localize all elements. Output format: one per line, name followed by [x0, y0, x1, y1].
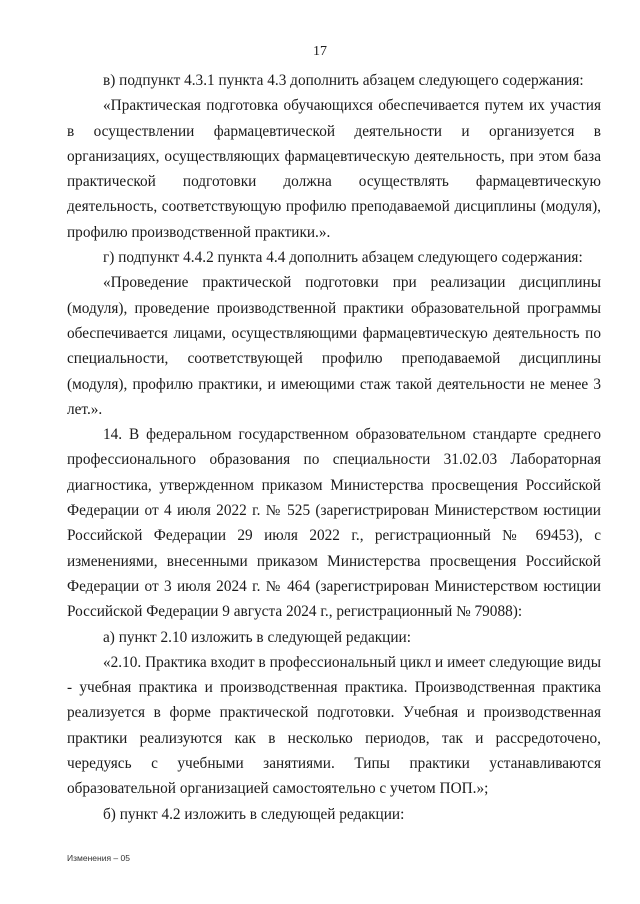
paragraph-subitem-g: г) подпункт 4.4.2 пункта 4.4 дополнить абзацем следующего содержания:: [103, 249, 583, 267]
document-body: [67, 68, 601, 827]
paragraph-subitem-b: б) пункт 4.2 изложить в следующей редакции:: [103, 805, 405, 823]
paragraph-subitem-a: а) пункт 2.10 изложить в следующей редакции:: [103, 628, 411, 646]
paragraph-quote-practical-training: «Практическая подготовка обучающихся обеспечивается путем их участия в осуществлении фармацевтической деятельности и организуется в организациях, осуществляющих фармацевтическую деятельность, при этом база практической подготовки должна осуществлять фармацевтическую деятельность, соответствующую профилю преподаваемой дисциплины (модуля), профилю производственной практики.».: [67, 97, 601, 241]
footer-revision-label: Изменения – 05: [67, 853, 130, 863]
paragraph-quote-2-10: «2.10. Практика входит в профессиональный цикл и имеет следующие виды - учебная практика и производственная практика. Производственная практика реализуется в форме практической подготовки. Учебная и производственная практики реализуются как в несколько периодов, так и рассредоточено, чередуясь с учебными занятиями. Типы практики устанавливаются образовательной организацией самостоятельно с учетом ПОП.»;: [67, 653, 601, 798]
page-number: 17: [313, 44, 327, 59]
paragraph-subitem-v: в) подпункт 4.3.1 пункта 4.3 дополнить абзацем следующего содержания:: [103, 72, 584, 89]
paragraph-item-14: 14. В федеральном государственном образовательном стандарте среднего профессионального образования по специальности 31.02.03 Лабораторная диагностика, утвержденном приказом Министерства просвещения Российской Федерации от 4 июля 2022 г. № 525 (зарегистрирован Министерством юстиции Российской Федерации 29 июля 2022 г., регистрационный № 69453), с изменениями, внесенными приказом Министерства просвещения Российской Федерации от 3 июля 2024 г. № 464 (зарегистрирован Министерством юстиции Российской Федерации 9 августа 2024 г., регистрационный № 79088):: [67, 426, 601, 621]
paragraph-quote-conducting-training: «Проведение практической подготовки при реализации дисциплины (модуля), проведение производственной практики образовательной программы обеспечивается лицами, осуществляющими фармацевтическую деятельность по специальности, соответствующей профилю преподаваемой дисциплины (модуля), профилю практики, и имеющими стаж такой деятельности не менее 3 лет.».: [67, 274, 601, 418]
